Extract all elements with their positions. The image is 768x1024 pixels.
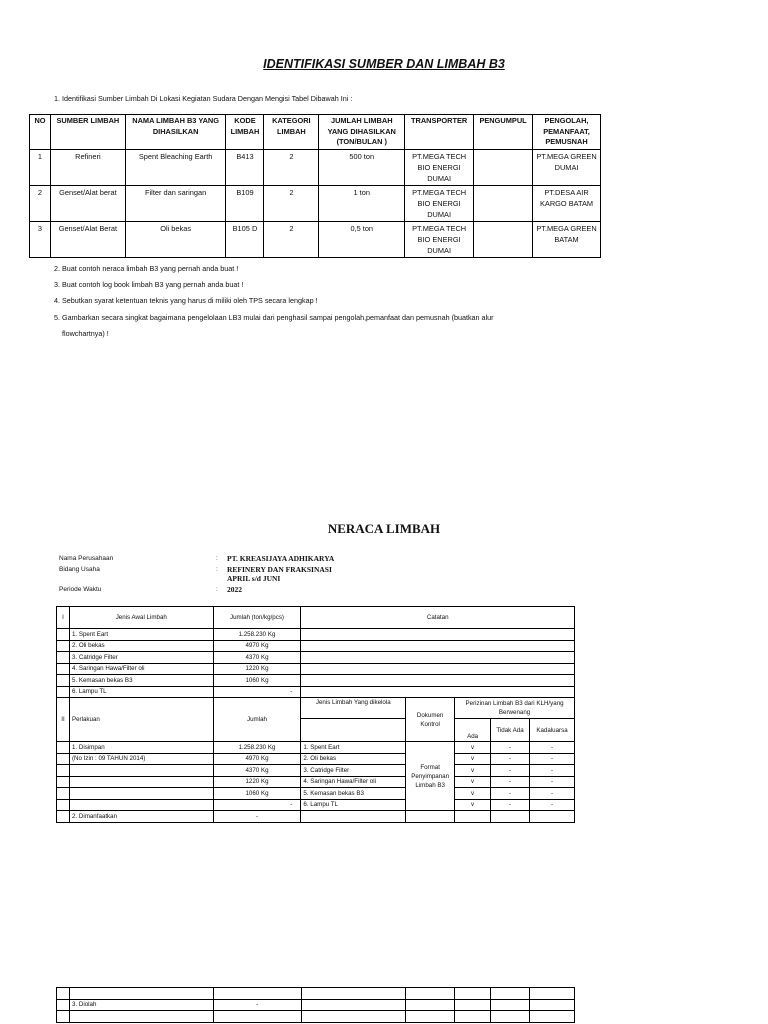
- cell: PT.MEGA GREEN BATAM: [533, 222, 601, 258]
- waste-identification-table: [29, 114, 601, 258]
- cell: 3: [30, 222, 51, 258]
- cell: PT.MEGA TECH BIO ENERGI DUMAI: [405, 222, 474, 258]
- question-1: 1. Identifikasi Sumber Limbah Di Lokasi Kegiatan Sudara Dengan Mengisi Tabel Dibawah Ini :: [54, 94, 353, 103]
- cell: (No Izin : 09 TAHUN 2014): [69, 753, 213, 765]
- neraca-table-continued: [56, 987, 575, 1023]
- cell: -: [213, 811, 301, 823]
- cell: PT.DESA AIR KARGO BATAM: [533, 186, 601, 222]
- header-ada: Ada: [455, 719, 491, 742]
- cell: 4970 Kg: [213, 640, 301, 652]
- cell: PT.MEGA TECH BIO ENERGI DUMAI: [405, 186, 474, 222]
- cell: [69, 788, 213, 800]
- cell: [69, 776, 213, 788]
- cell: B105 D: [226, 222, 264, 258]
- header-nama: NAMA LIMBAH B3 YANG DIHASILKAN: [125, 115, 226, 150]
- cell: 6. Lampu TL: [69, 686, 213, 698]
- header-jumlah: JUMLAH LIMBAH YANG DIHASILKAN (TON/BULAN ): [319, 115, 405, 150]
- cell: 2: [264, 222, 319, 258]
- cell: 1 ton: [319, 186, 405, 222]
- header-dokumen-kontrol: Dokumen Kontrol: [406, 698, 455, 742]
- header-perizinan: Perizinan Limbah B3 dari KLH/yang Berwenang: [455, 698, 575, 719]
- cell: [69, 799, 213, 811]
- cell: 2: [30, 186, 51, 222]
- cell: -: [491, 799, 530, 811]
- cell: 5. Kemasan bekas B3: [69, 675, 213, 687]
- cell: B109: [226, 186, 264, 222]
- header-perlakuan: Perlakuan: [69, 698, 213, 742]
- label-periode-waktu: Periode Waktu: [59, 586, 102, 593]
- cell: 1: [30, 150, 51, 186]
- cell: 1. Spent Eart: [301, 742, 406, 754]
- cell: 4370 Kg: [213, 652, 301, 664]
- table-row: [57, 753, 575, 765]
- header-catatan: Catatan: [301, 607, 575, 629]
- cell: 1220 Kg: [213, 663, 301, 675]
- cell: -: [213, 799, 301, 811]
- header-pengolah: PENGOLAH, PEMANFAAT, PEMUSNAH: [533, 115, 601, 150]
- header-jumlah: Jumlah: [213, 698, 301, 742]
- table-row: [57, 652, 575, 664]
- cell: 4. Saringan Hawa/Filter oli: [69, 663, 213, 675]
- cell: 1.258.230 Kg: [213, 742, 301, 754]
- table-row: [57, 663, 575, 675]
- cell: -: [491, 765, 530, 777]
- page-title: IDENTIFIKASI SUMBER DAN LIMBAH B3: [263, 57, 505, 71]
- table-row: [57, 629, 575, 641]
- cell: 1. Spent Eart: [69, 629, 213, 641]
- cell: 4. Saringan Hawa/Filter oli: [301, 776, 406, 788]
- cell-dimanfaatkan: 2. Dimanfaatkan: [69, 811, 213, 823]
- cell: -: [529, 799, 574, 811]
- header-jumlah: Jumlah (ton/kg/pcs): [213, 607, 301, 629]
- cell: 1060 Kg: [213, 675, 301, 687]
- cell: 1220 Kg: [213, 776, 301, 788]
- section-num: II: [57, 698, 70, 742]
- header-kategori: KATEGORI LIMBAH: [264, 115, 319, 150]
- cell: Filter dan saringan: [125, 186, 226, 222]
- cell: -: [491, 753, 530, 765]
- question-2: 2. Buat contoh neraca limbah B3 yang pernah anda buat !: [54, 264, 239, 273]
- header-no: NO: [30, 115, 51, 150]
- cell: [474, 222, 533, 258]
- cell: -: [529, 753, 574, 765]
- cell: 500 ton: [319, 150, 405, 186]
- cell: 1. Disimpan: [69, 742, 213, 754]
- cell: 0,5 ton: [319, 222, 405, 258]
- cell: -: [213, 686, 301, 698]
- cell: -: [529, 742, 574, 754]
- cell: v: [455, 742, 491, 754]
- header-transporter: TRANSPORTER: [405, 115, 474, 150]
- section-num: I: [57, 607, 70, 629]
- cell: Genset/Alat berat: [50, 186, 125, 222]
- table-row: [57, 675, 575, 687]
- table-row: [57, 988, 575, 1000]
- cell: 6. Lampu TL: [301, 799, 406, 811]
- table-row: [57, 999, 575, 1011]
- cell: -: [491, 742, 530, 754]
- colon: :: [216, 586, 218, 593]
- value-periode-bulan: APRIL s/d JUNI: [227, 574, 281, 583]
- table-row: [30, 222, 601, 258]
- cell: -: [491, 776, 530, 788]
- cell: 2. Oli bekas: [301, 753, 406, 765]
- cell: v: [455, 765, 491, 777]
- cell: v: [455, 788, 491, 800]
- cell: 3. Catridge Filter: [301, 765, 406, 777]
- format-penyimpanan: Format Penyimpanan Limbah B3: [406, 742, 455, 811]
- header-pengumpul: PENGUMPUL: [474, 115, 533, 150]
- header-jenis-dikelola: Jenis Limbah Yang dikelola: [301, 698, 406, 719]
- cell: 1060 Kg: [213, 788, 301, 800]
- header-jenis-awal: Jenis Awal Limbah: [69, 607, 213, 629]
- cell: -: [529, 765, 574, 777]
- question-5: 5. Gambarkan secara singkat bagaimana pengelolaan LB3 mulai dari penghasil sampai pengolah,pemanfaat dan pemusnah (buatkan alur: [54, 313, 494, 322]
- cell: Genset/Alat Berat: [50, 222, 125, 258]
- table-header-row: [30, 115, 601, 150]
- cell: 2. Oli bekas: [69, 640, 213, 652]
- table-row: [57, 799, 575, 811]
- cell: 2: [264, 186, 319, 222]
- cell: 4970 Kg: [213, 753, 301, 765]
- header-sumber: SUMBER LIMBAH: [50, 115, 125, 150]
- cell: Oli bekas: [125, 222, 226, 258]
- cell: [69, 765, 213, 777]
- section-1-header: [57, 607, 575, 629]
- cell: -: [529, 788, 574, 800]
- table-row: [57, 686, 575, 698]
- value-bidang-usaha: REFINERY DAN FRAKSINASI: [227, 565, 332, 574]
- question-3: 3. Buat contoh log book limbah B3 yang pernah anda buat !: [54, 280, 244, 289]
- value-nama-perusahaan: PT. KREASIJAYA ADHIKARYA: [227, 554, 335, 563]
- cell: -: [213, 999, 301, 1011]
- table-row: [57, 742, 575, 754]
- cell: B413: [226, 150, 264, 186]
- cell: -: [529, 776, 574, 788]
- cell: v: [455, 799, 491, 811]
- cell: PT.MEGA GREEN DUMAI: [533, 150, 601, 186]
- cell: PT.MEGA TECH BIO ENERGI DUMAI: [405, 150, 474, 186]
- cell: [474, 150, 533, 186]
- question-4: 4. Sebutkan syarat ketentuan teknis yang harus di miliki oleh TPS secara lengkap !: [54, 296, 318, 305]
- cell: v: [455, 776, 491, 788]
- cell: 3. Catridge Filter: [69, 652, 213, 664]
- cell: v: [455, 753, 491, 765]
- value-periode-tahun: 2022: [227, 585, 242, 594]
- cell-diolah: 3. Diolah: [69, 999, 213, 1011]
- cell: 5. Kemasan bekas B3: [301, 788, 406, 800]
- label-bidang-usaha: Bidang Usaha: [59, 566, 100, 573]
- cell: 4370 Kg: [213, 765, 301, 777]
- table-row: [57, 811, 575, 823]
- question-5-continued: flowchartnya) !: [62, 329, 109, 338]
- label-nama-perusahaan: Nama Perusahaan: [59, 555, 114, 562]
- cell: Refineri: [50, 150, 125, 186]
- header-tidak-ada: Tidak Ada: [491, 719, 530, 742]
- table-row: [30, 186, 601, 222]
- table-row: [57, 640, 575, 652]
- cell: 1.258.230 Kg: [213, 629, 301, 641]
- cell: [474, 186, 533, 222]
- table-row: [57, 776, 575, 788]
- section-2-header-row-1: [57, 698, 575, 719]
- table-row: [57, 1011, 575, 1023]
- header-kadaluarsa: Kadaluarsa: [529, 719, 574, 742]
- table-row: [57, 788, 575, 800]
- header-kode: KODE LIMBAH: [226, 115, 264, 150]
- colon: :: [216, 555, 218, 562]
- table-row: [57, 765, 575, 777]
- table-row: [30, 150, 601, 186]
- cell: -: [491, 788, 530, 800]
- cell: 2: [264, 150, 319, 186]
- cell: Spent Bleaching Earth: [125, 150, 226, 186]
- neraca-table: [56, 606, 575, 823]
- neraca-title: NERACA LIMBAH: [327, 521, 441, 536]
- colon: :: [216, 566, 218, 573]
